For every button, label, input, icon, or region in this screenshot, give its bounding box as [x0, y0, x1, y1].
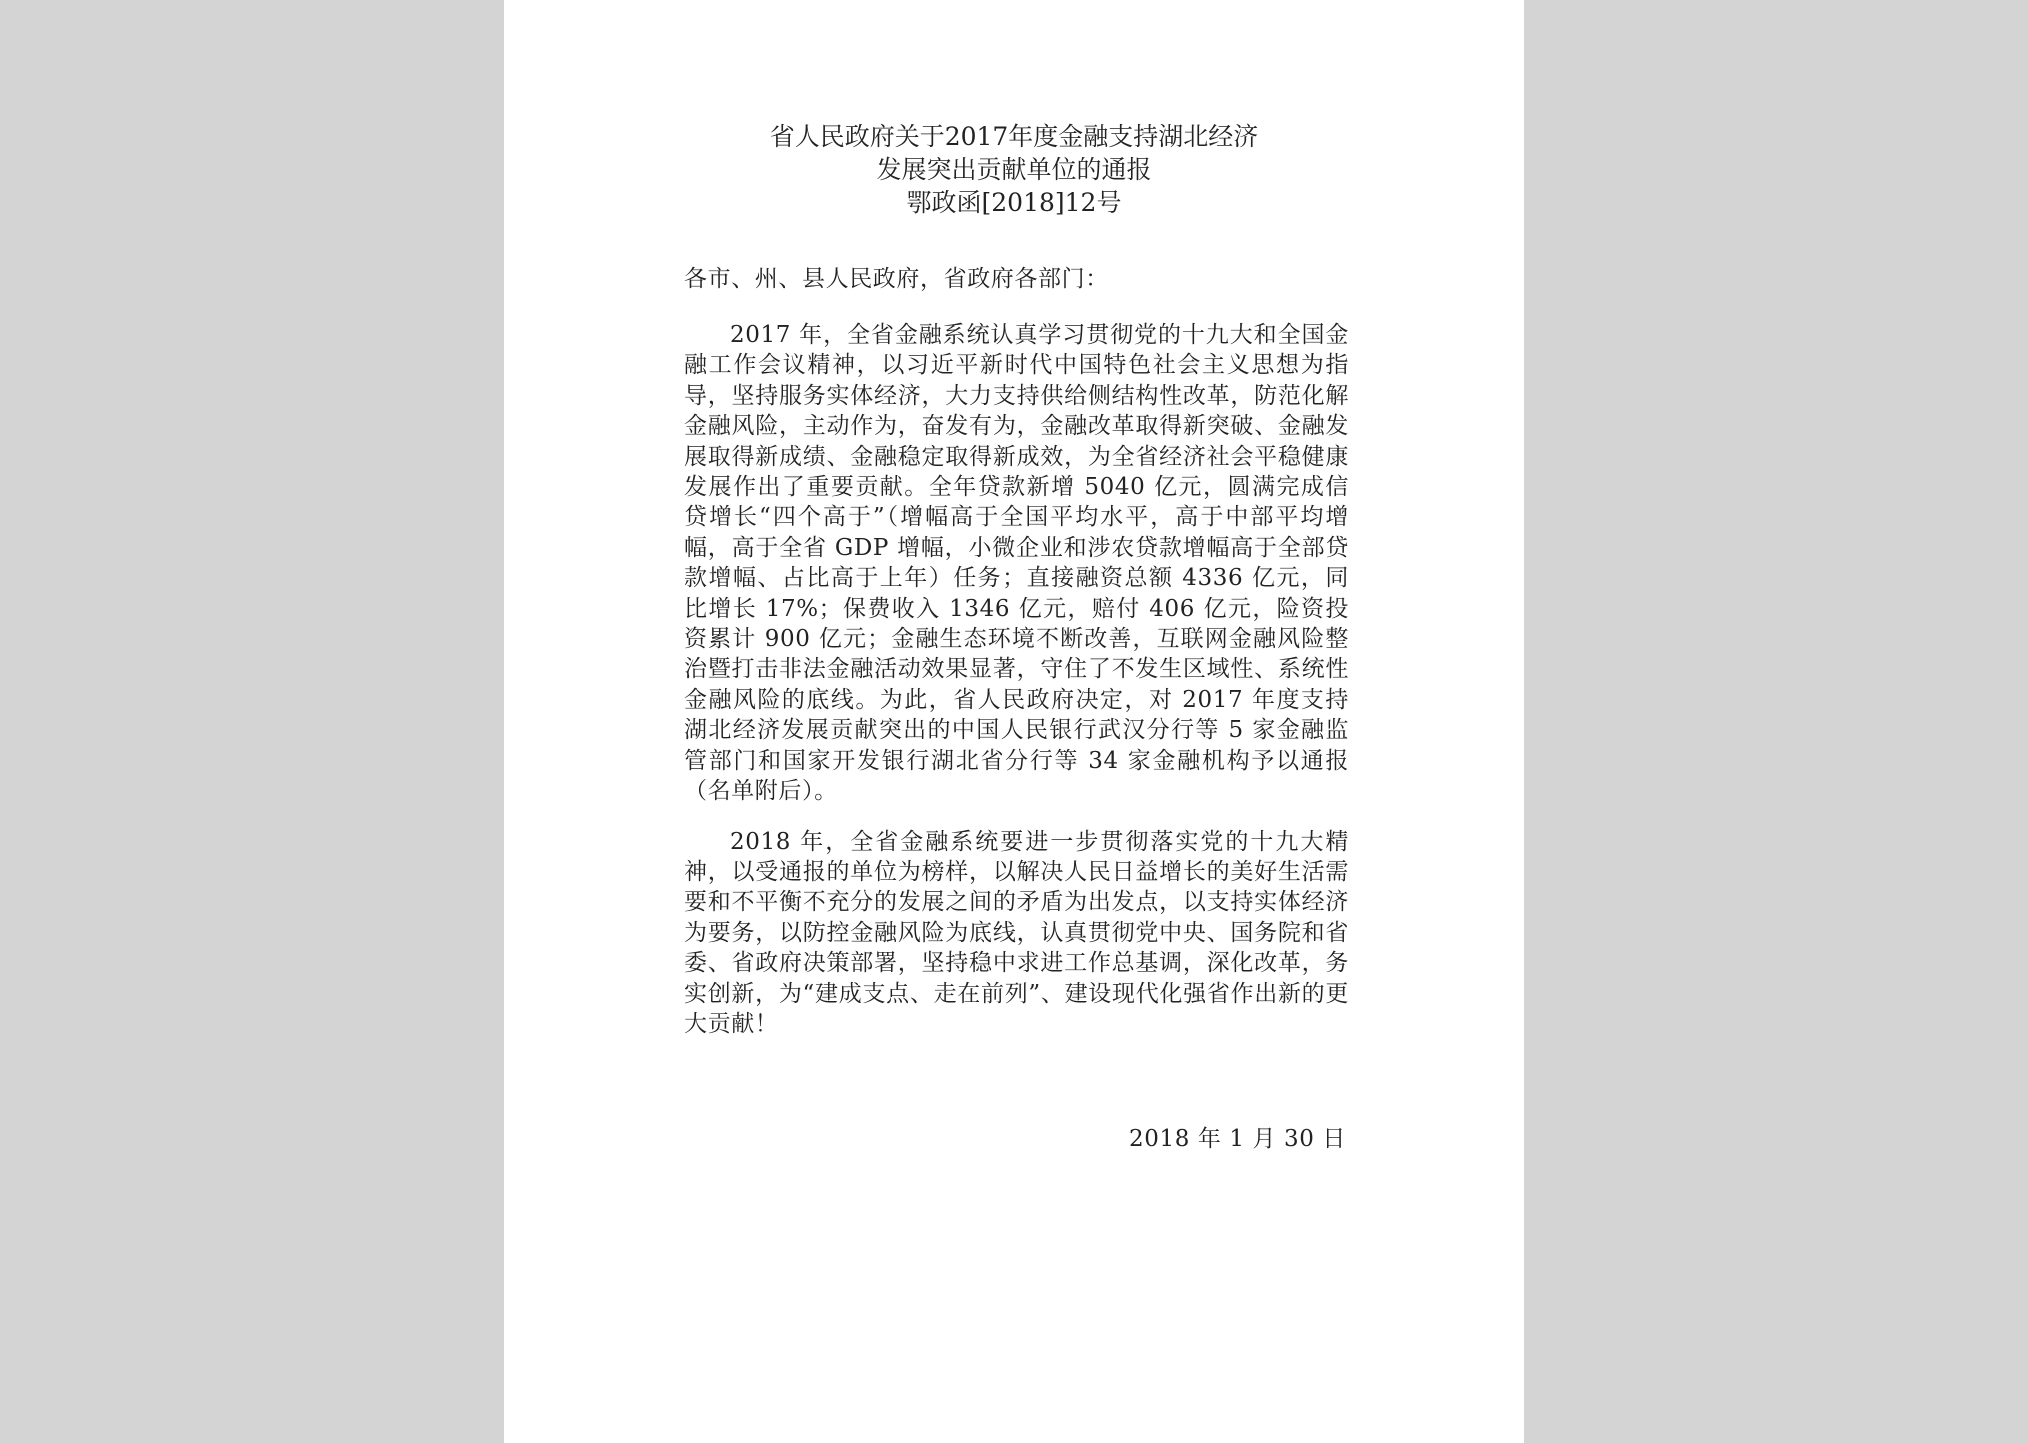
document-date: 2018 年 1 月 30 日	[1129, 1126, 1346, 1152]
document-body	[684, 260, 1349, 1059]
document-title-line-1: 省人民政府关于2017年度金融支持湖北经济	[769, 122, 1259, 151]
document-title-line-2: 发展突出贡献单位的通报	[876, 155, 1152, 184]
paragraph-1: 2017 年，全省金融系统认真学习贯彻党的十九大和全国金融工作会议精神，以习近平新时代中国特色社会主义思想为指导，坚持服务实体经济，大力支持供给侧结构性改革，防范化解金融风险，主动作为，奋发有为，金融改革取得新突破、金融发展取得新成绩、金融稳定取得新成效，为全省经济社会平稳健康发展作出了重要贡献。全年贷款新增 5040 亿元，圆满完成信贷增长“四个高于”（增幅高于全国平均水平，高于中部平均增幅，高于全省 GDP 增幅，小微企业和涉农贷款增幅高于全部贷款增幅、占比高于上年）任务；直接融资总额 4336 亿元，同比增长 17%；保费收入 1346 亿元，赔付 406 亿元，险资投资累计 900 亿元；金融生态环境不断改善，互联网金融风险整治暨打击非法金融活动效果显著，守住了不发生区域性、系统性金融风险的底线。为此，省人民政府决定，对 2017 年度支持湖北经济发展贡献突出的中国人民银行武汉分行等 5 家金融监管部门和国家开发银行湖北省分行等 34 家金融机构予以通报（名单附后）。	[684, 322, 1349, 805]
document-number: 鄂政函[2018]12号	[906, 188, 1122, 217]
paragraph-2: 2018 年，全省金融系统要进一步贯彻落实党的十九大精神，以受通报的单位为榜样，以解决人民日益增长的美好生活需要和不平衡不充分的发展之间的矛盾为出发点，以支持实体经济为要务，以防控金融风险为底线，认真贯彻党中央、国务院和省委、省政府决策部署，坚持稳中求进工作总基调，深化改革，务实创新，为“建成支点、走在前列”、建设现代化强省作出新的更大贡献！	[684, 828, 1349, 1037]
document-page	[504, 0, 1524, 1443]
salutation: 各市、州、县人民政府，省政府各部门：	[684, 266, 1109, 292]
title-block	[504, 120, 1524, 219]
